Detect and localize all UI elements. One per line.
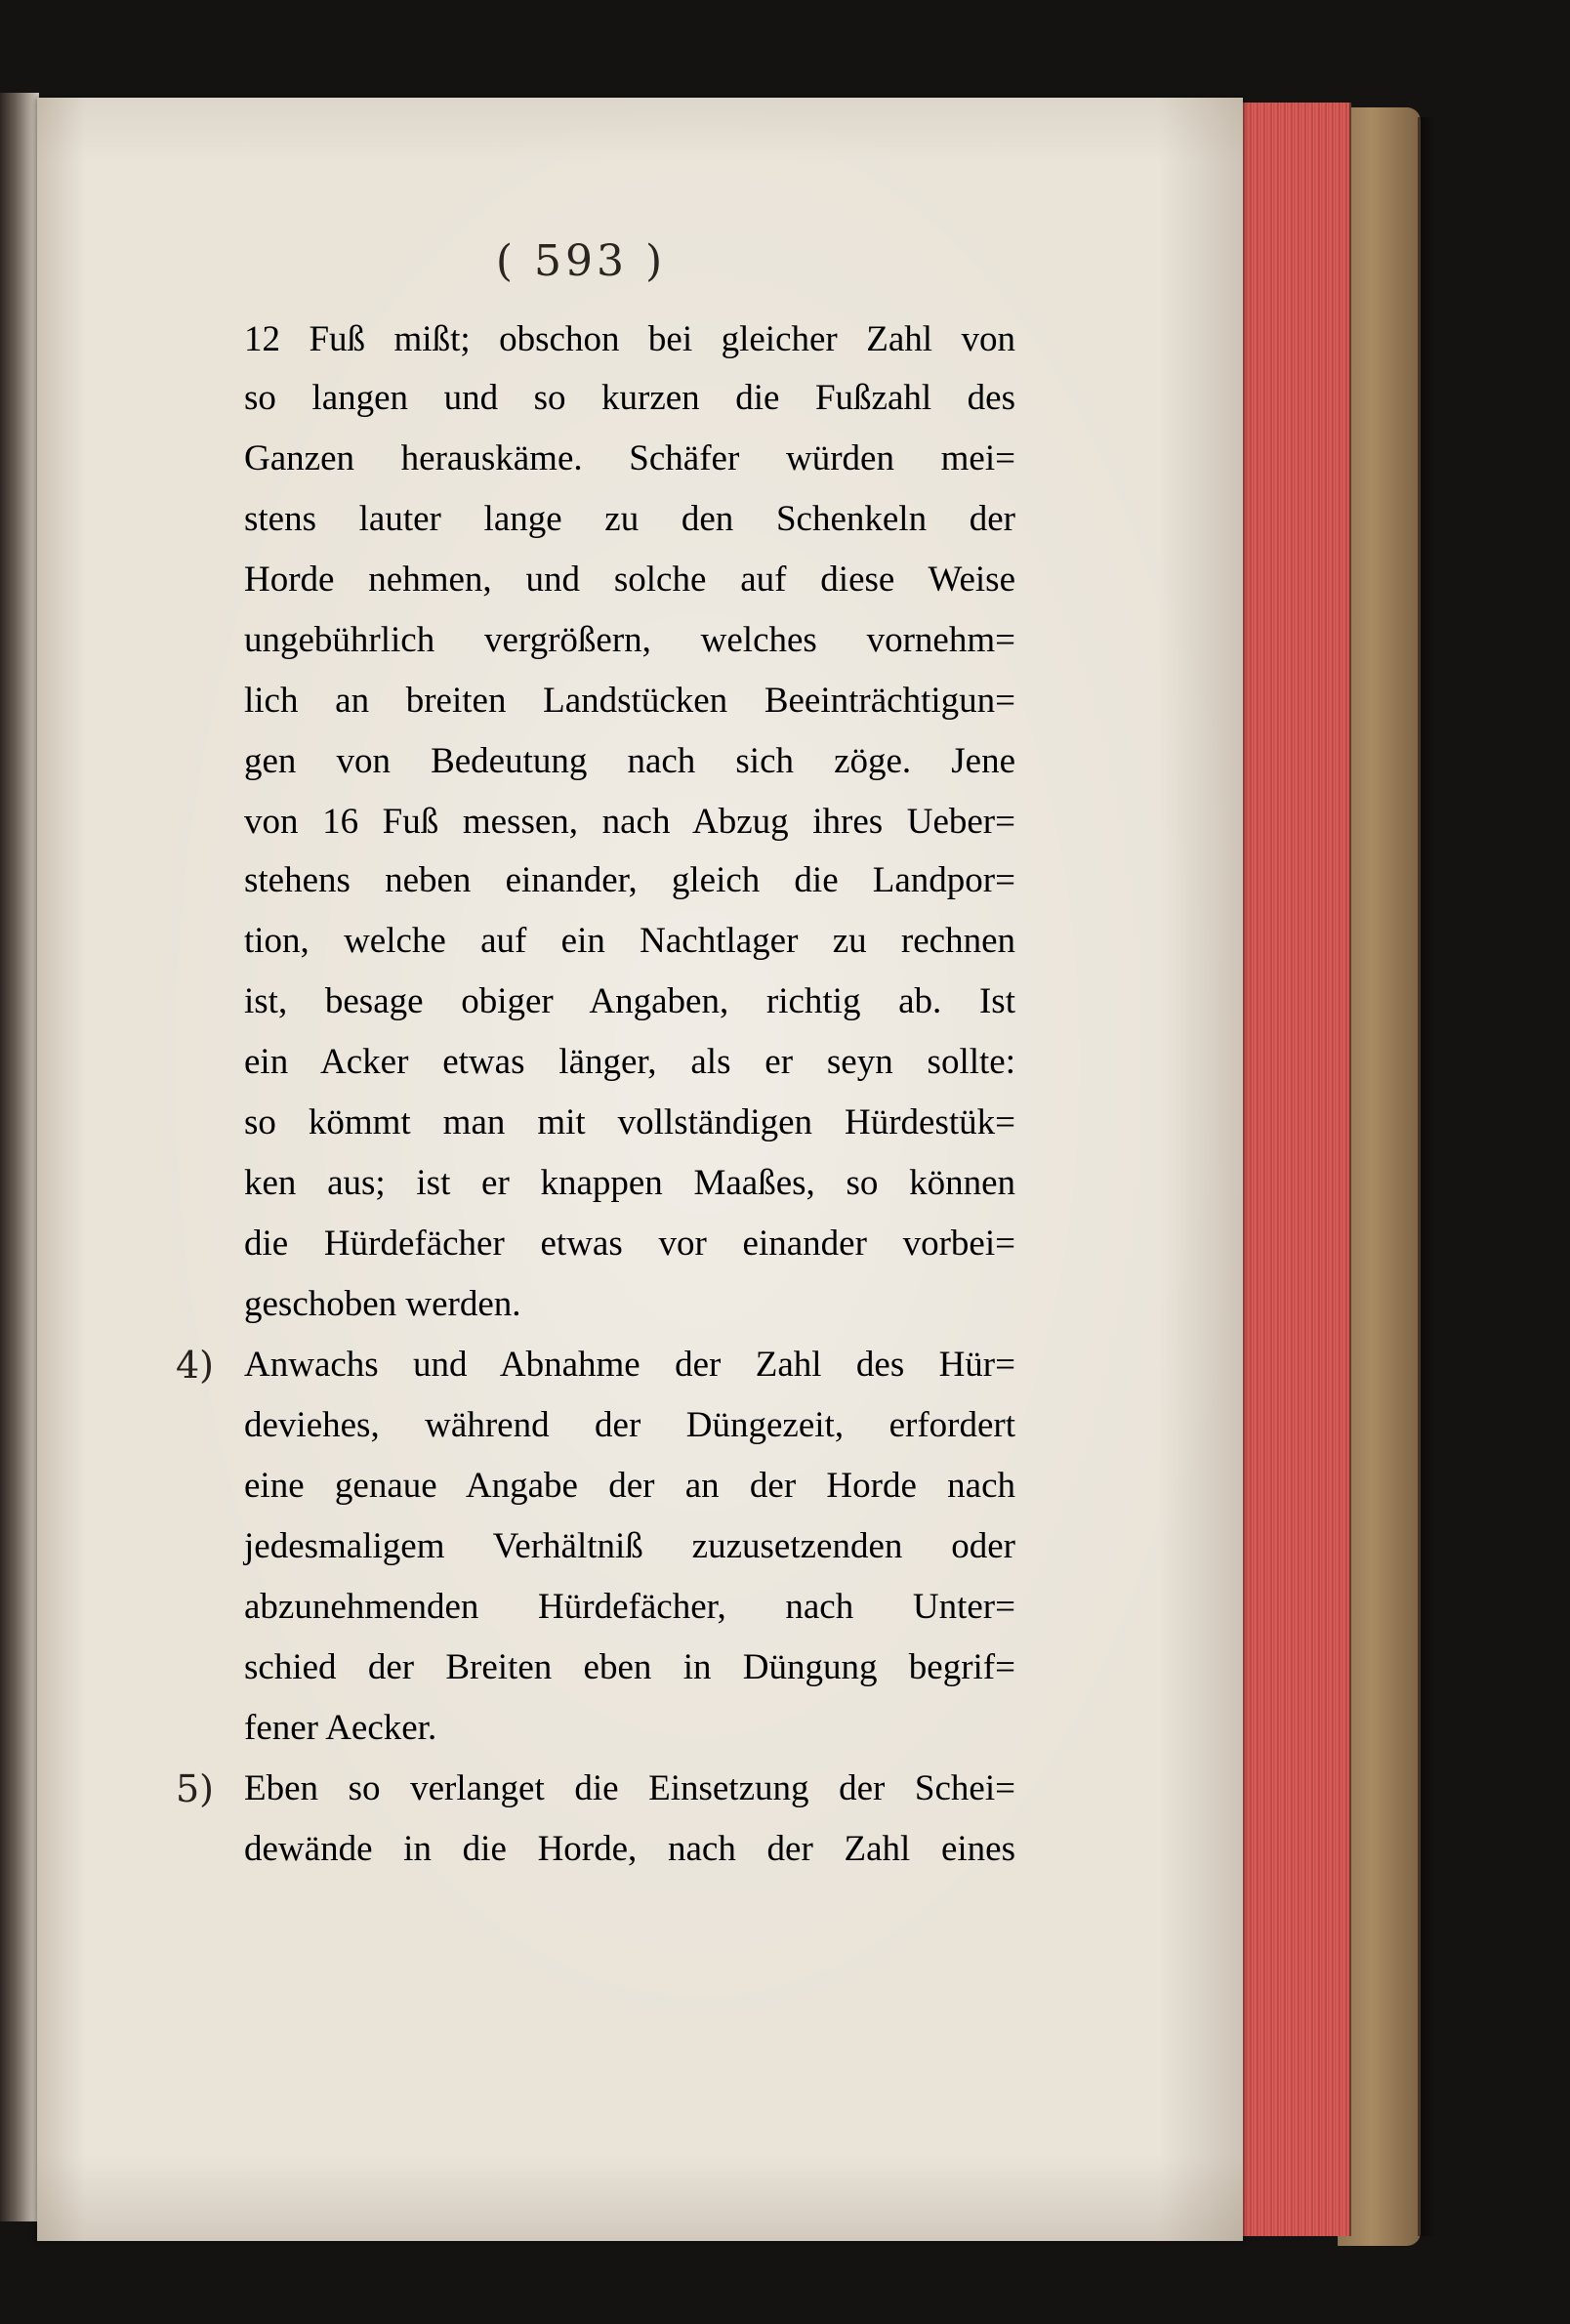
item-number: 4) (176, 1344, 215, 1387)
text-line: 12 Fuß mißt; obschon bei gleicher Zahl von (244, 319, 1015, 359)
text-line: stens lauter lange zu den Schenkeln der (244, 499, 1015, 539)
text-line: so langen und so kurzen die Fußzahl des (244, 378, 1015, 418)
text-line: ein Acker etwas länger, als er seyn sollte: (244, 1042, 1015, 1082)
text-line: Horde nehmen, und solche auf diese Weise (244, 560, 1015, 600)
text-line: schied der Breiten eben in Düngung begrif= (244, 1647, 1015, 1687)
page-number: ( 593 ) (495, 236, 667, 286)
text-line: fener Aecker. (244, 1708, 437, 1748)
text-line: gen von Bedeutung nach sich zöge. Jene (244, 741, 1015, 781)
text-line: abzunehmenden Hürdefächer, nach Unter= (244, 1587, 1015, 1627)
text-line: jedesmaligem Verhältniß zuzusetzenden oder (244, 1526, 1015, 1566)
cover-shadow (1418, 117, 1437, 2236)
text-line: ist, besage obiger Angaben, richtig ab. Ist (244, 981, 1015, 1021)
text-line: lich an breiten Landstücken Beeinträchtigun= (244, 681, 1015, 721)
red-fore-edge (1232, 103, 1351, 2236)
text-line: eine genaue Angabe der an der Horde nach (244, 1466, 1015, 1506)
text-line: ken aus; ist er knappen Maaßes, so können (244, 1163, 1015, 1203)
text-line: so kömmt man mit vollständigen Hürdestük= (244, 1102, 1015, 1142)
facing-page-edge (0, 93, 39, 2221)
text-line: tion, welche auf ein Nachtlager zu rechnen (244, 921, 1015, 961)
item-number: 5) (176, 1767, 215, 1810)
text-line: Eben so verlanget die Einsetzung der Schei= (244, 1768, 1015, 1808)
text-line: die Hürdefächer etwas vor einander vorbei= (244, 1224, 1015, 1264)
text-line: von 16 Fuß messen, nach Abzug ihres Ueber= (244, 802, 1015, 842)
text-line: Anwachs und Abnahme der Zahl des Hür= (244, 1345, 1015, 1385)
text-line: stehens neben einander, gleich die Landpor= (244, 860, 1015, 900)
text-line: Ganzen herauskäme. Schäfer würden mei= (244, 438, 1015, 478)
text-line: ungebührlich vergrößern, welches vornehm= (244, 620, 1015, 660)
text-line: deviehes, während der Düngezeit, erfordert (244, 1405, 1015, 1445)
text-line: geschoben werden. (244, 1284, 521, 1324)
text-line: dewände in die Horde, nach der Zahl eines (244, 1829, 1015, 1869)
